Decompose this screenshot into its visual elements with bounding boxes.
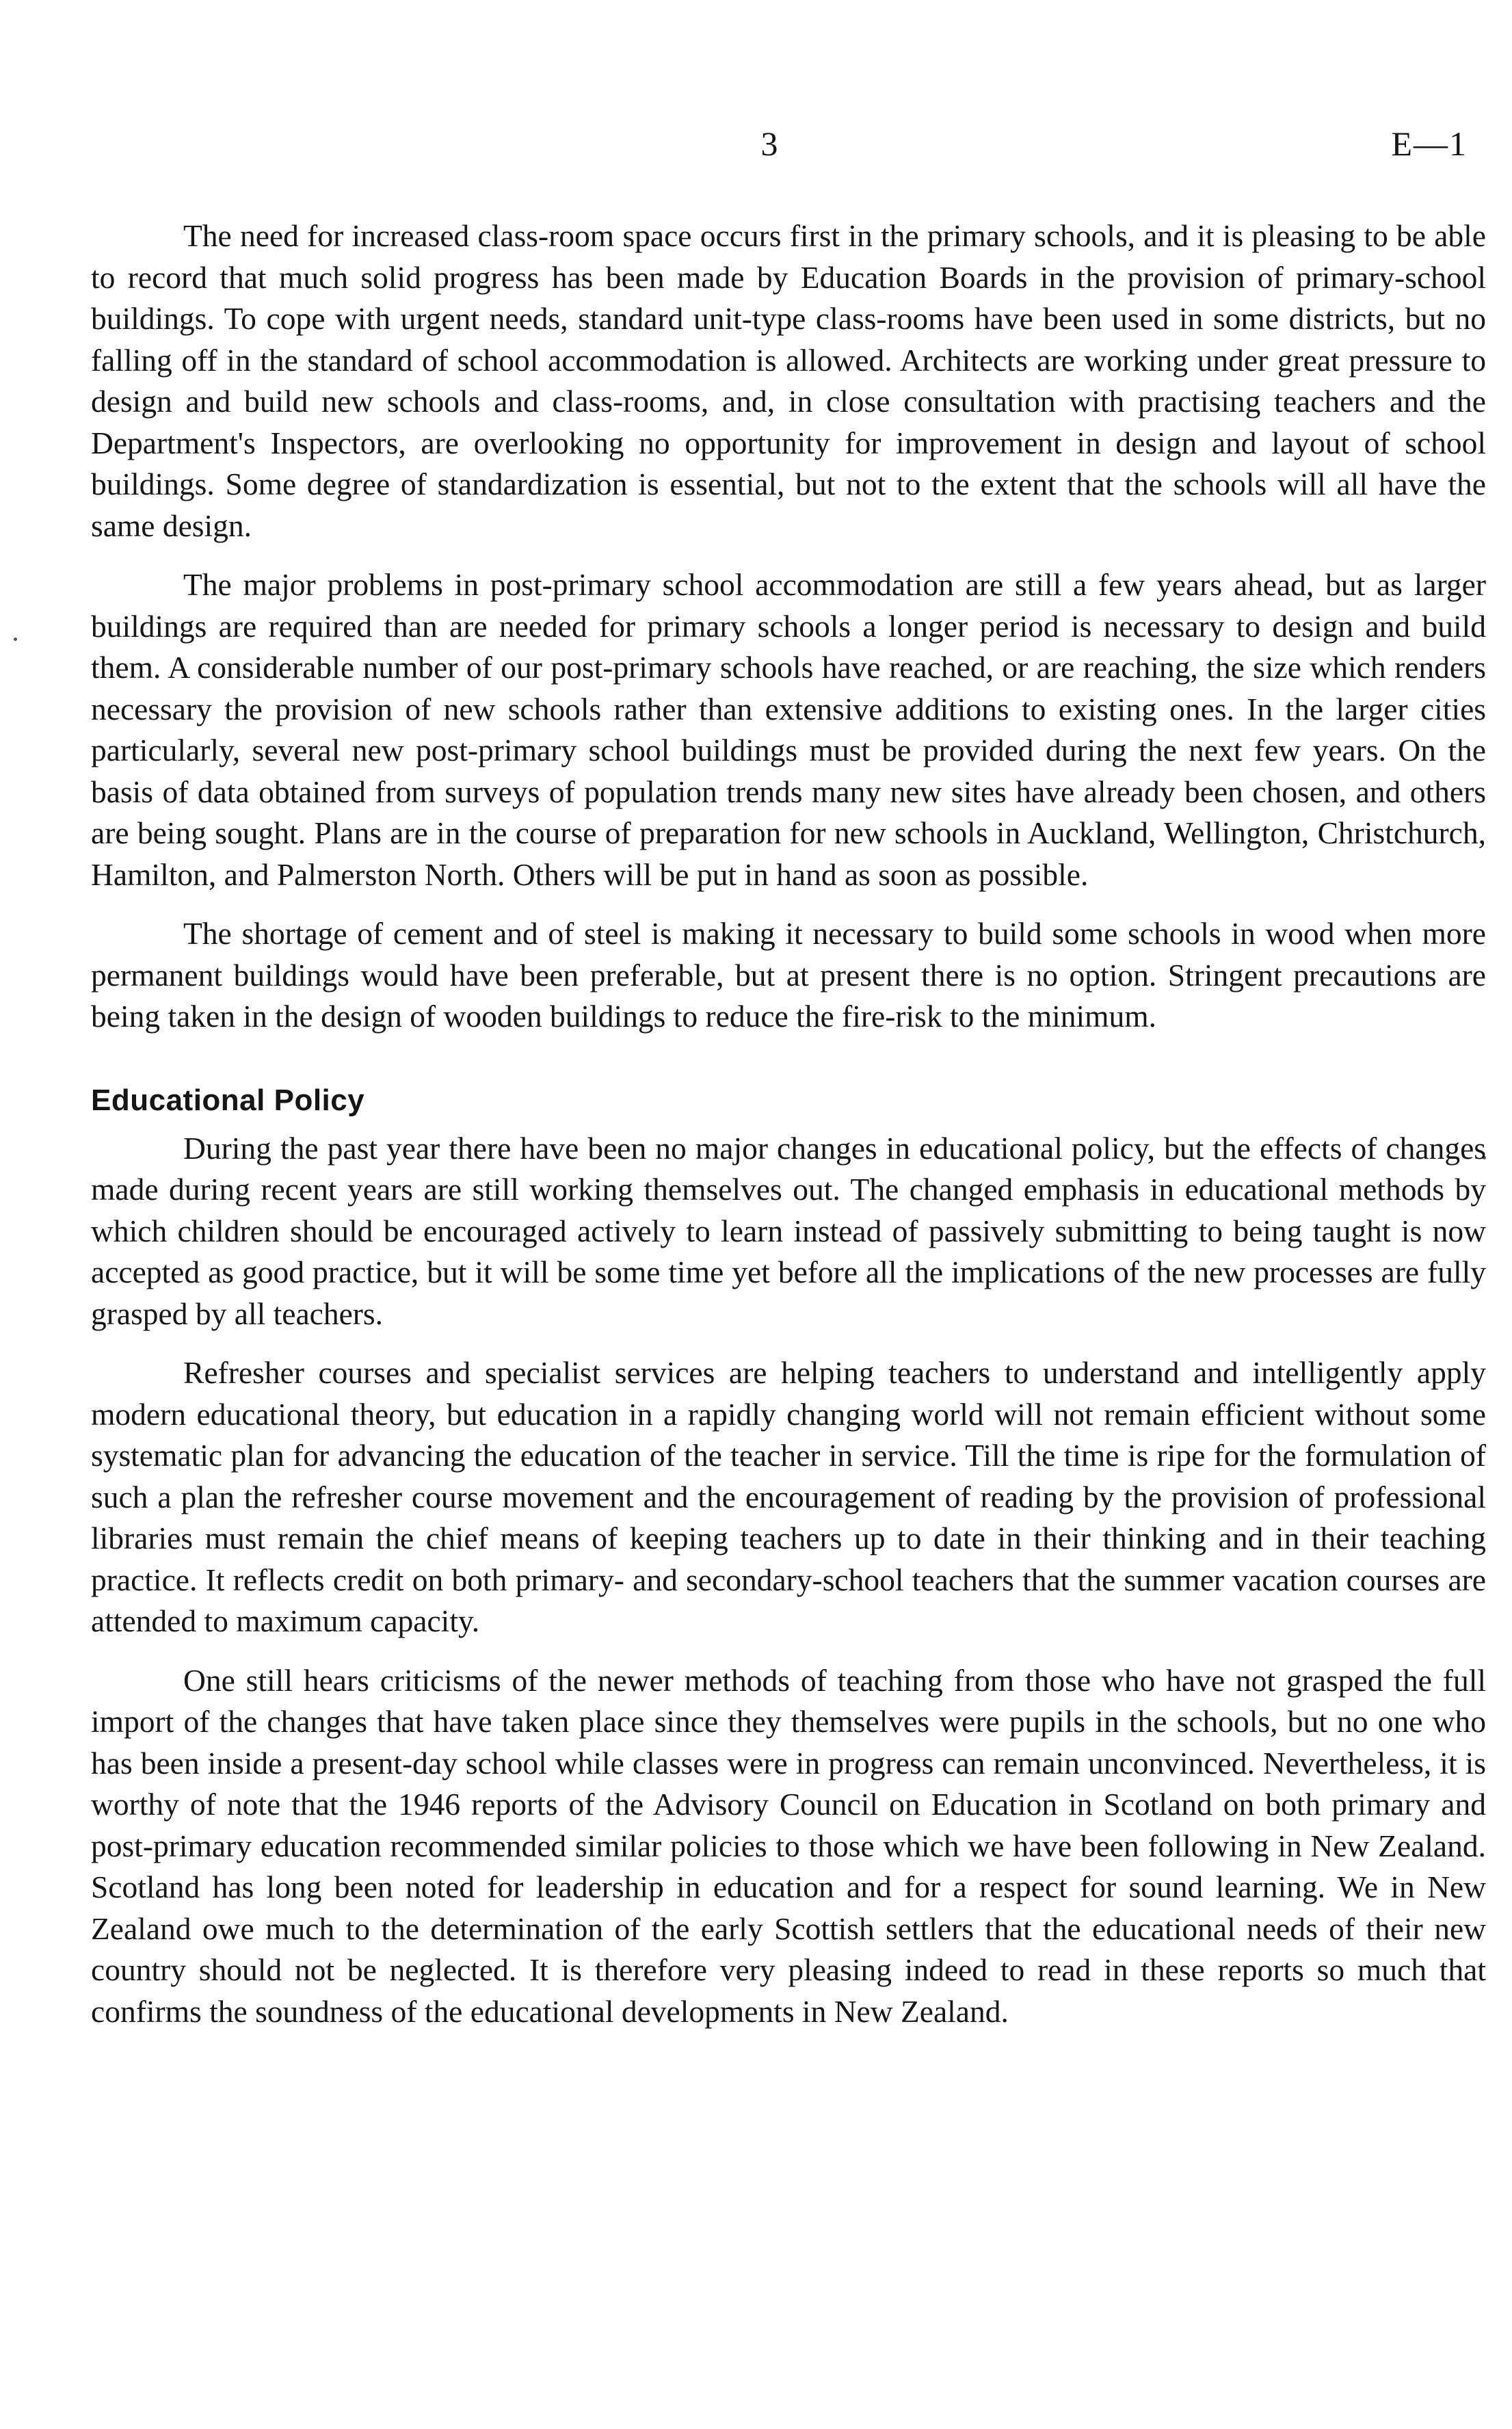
paragraph-materials-shortage: The shortage of cement and of steel is making it necessary to build some schools in wood when more permanent buildings would have been preferable, but at present there is no option. Stringent precautions are being taken in the design of wooden buildings to reduce the fire-risk to the minimum. <box>91 916 1486 1034</box>
paragraph-policy-changes: During the past year there have been no major changes in educational policy, but the effects of changes made during recent years are still working themselves out. The changed emphasis in educational methods by which children should be encouraged actively to learn instead of passively submitting to being taught is now accepted as good practice, but it will be some time yet before all the implications of the new processes are fully grasped by all teachers. <box>91 1130 1486 1331</box>
paragraph-post-primary-accommodation: The major problems in post-primary school accommodation are still a few years ahead, but as larger buildings are required than are needed for primary schools a longer period is necessary to design and build them. A considerable number of our post-primary schools have reached, or are reaching, the size which renders necessary the provision of new schools rather than extensive additions to existing ones. In the larger cities particularly, several new post-primary school buildings must be provided during the next few years. On the basis of data obtained from surveys of population trends many new sites have already been chosen, and others are being sought. Plans are in the course of preparation for new schools in Auckland, Wellington, Christchurch, Hamilton, and Palmerston North. Others will be put in hand as soon as possible. <box>91 567 1486 892</box>
margin-mark <box>14 638 17 641</box>
page-number: 3 <box>760 124 778 163</box>
body-text <box>91 215 1486 2050</box>
section-heading: Educational Policy <box>91 1083 365 1117</box>
paragraph-refresher-courses: Refresher courses and specialist services are helping teachers to understand and intelligently apply modern educational theory, but education in a rapidly changing world will not remain efficient without some systematic plan for advancing the education of the teacher in service. Till the time is ripe for the formulation of such a plan the refresher course movement and the encouragement of reading by the provision of professional libraries must remain the chief means of keeping teachers up to date in their thinking and in their teaching practice. It reflects credit on both primary- and secondary-school teachers that the summer vacation courses are attended to maximum capacity. <box>91 1355 1486 1638</box>
paragraph-criticisms-scotland: One still hears criticisms of the newer methods of teaching from those who have not grasped the full import of the changes that have taken place since they themselves were pupils in the schools, but no one who has been inside a present-day school while classes were in progress can remain unconvinced. Nevertheless, it is worthy of note that the 1946 reports of the Advisory Council on Education in Scotland on both primary and post-primary education recommended similar policies to those which we have been following in New Zealand. Scotland has long been noted for leadership in education and for a respect for sound learning. We in New Zealand owe much to the determination of the early Scottish settlers that the educational needs of their new country should not be neglected. It is therefore very pleasing indeed to read in these reports so much that confirms the soundness of the educational developments in New Zealand. <box>91 1662 1486 2029</box>
document-code: E—1 <box>1391 124 1468 163</box>
paragraph-classroom-space: The need for increased class-room space occurs first in the primary schools, and it is pleasing to be able to record that much solid progress has been made by Education Boards in the provision of primary-school buildings. To cope with urgent needs, standard unit-type class-rooms have been used in some districts, but no falling off in the standard of school accommodation is allowed. Architects are working under great pressure to design and build new schools and class-rooms, and, in close consultation with practising teachers and the Department's Inspectors, are overlooking no opportunity for improvement in design and layout of school buildings. Some degree of standardization is essential, but not to the extent that the schools will all have the same design. <box>91 218 1486 543</box>
